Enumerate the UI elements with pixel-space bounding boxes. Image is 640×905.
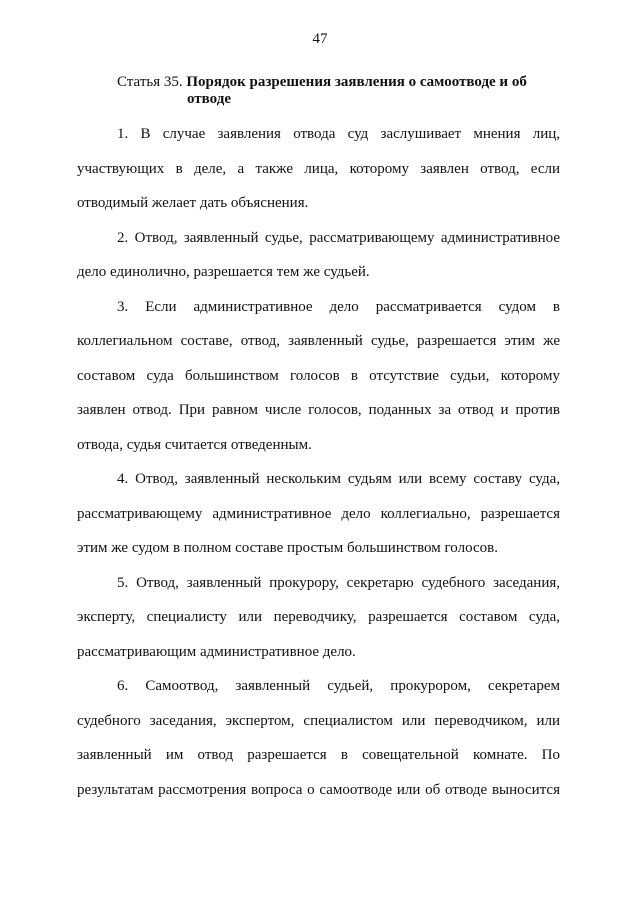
article-title-line-1: Порядок разрешения заявления о самоотводе и об xyxy=(186,74,527,90)
page-number: 47 xyxy=(312,31,328,47)
paragraph-2-line-1: 2. Отвод, заявленный судье, рассматривающему административное xyxy=(117,230,560,246)
paragraph-4-line-1: 4. Отвод, заявленный нескольким судьям или всему составу суда, xyxy=(117,471,560,487)
paragraph-5-line-1: 5. Отвод, заявленный прокурору, секретарю судебного заседания, xyxy=(117,575,560,591)
paragraph-5-line-3: рассматривающим административное дело. xyxy=(77,644,356,660)
paragraph-1-line-3: отводимый желает дать объяснения. xyxy=(77,195,309,211)
paragraph-1-line-2: участвующих в деле, а также лица, которому заявлен отвод, если xyxy=(77,161,560,177)
article-title-continuation xyxy=(187,91,231,108)
paragraph-1-line-1: 1. В случае заявления отвода суд заслушивает мнения лиц, xyxy=(117,126,560,142)
paragraph-4-line-2: рассматривающему административное дело коллегиально, разрешается xyxy=(77,506,560,522)
paragraph-6-line-4: результатам рассмотрения вопроса о самоотводе или об отводе выносится xyxy=(77,782,560,798)
article-prefix: Статья 35. xyxy=(117,74,183,90)
paragraph-3-line-3: составом суда большинством голосов в отсутствие судьи, которому xyxy=(77,368,560,384)
paragraph-4-line-3: этим же судом в полном составе простым большинством голосов. xyxy=(77,540,498,556)
paragraph-6-line-2: судебного заседания, экспертом, специалистом или переводчиком, или xyxy=(77,713,560,729)
paragraph-2-line-2: дело единолично, разрешается тем же судьей. xyxy=(77,264,370,280)
paragraph-3-line-5: отвода, судья считается отведенным. xyxy=(77,437,312,453)
paragraph-6-line-3: заявленный им отвод разрешается в совещательной комнате. По xyxy=(77,747,560,763)
paragraph-3-line-4: заявлен отвод. При равном числе голосов, поданных за отвод и против xyxy=(77,402,560,418)
paragraph-6-line-1: 6. Самоотвод, заявленный судьей, прокурором, секретарем xyxy=(117,678,560,694)
paragraph-5-line-2: эксперту, специалисту или переводчику, разрешается составом суда, xyxy=(77,609,560,625)
article-title-line-2: отводе xyxy=(187,91,231,107)
paragraph-3-line-2: коллегиальном составе, отвод, заявленный судье, разрешается этим же xyxy=(77,333,560,349)
paragraph-3-line-1: 3. Если административное дело рассматривается судом в xyxy=(117,299,560,315)
article-heading xyxy=(117,74,527,91)
